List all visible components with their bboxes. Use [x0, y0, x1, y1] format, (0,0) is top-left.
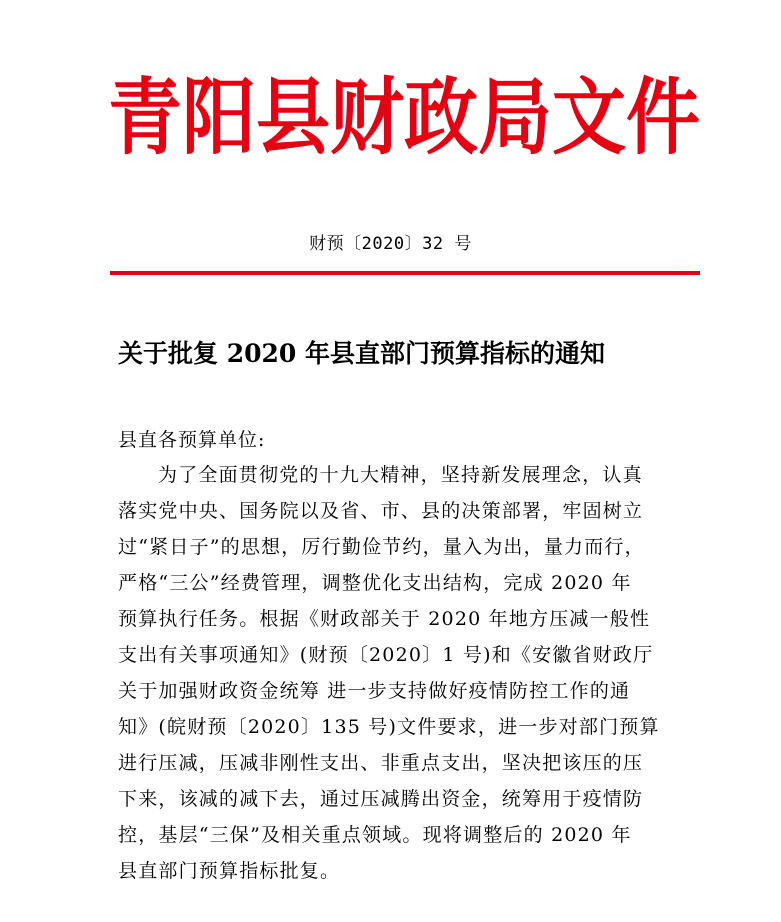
body-line: 严格“三公”经费管理，调整优化支出结构，完成 2020 年 — [118, 572, 632, 594]
salutation: 县直各预算单位: — [118, 429, 266, 451]
body-line: 进行压减，压减非刚性支出、非重点支出，坚决把该压的压 — [118, 752, 644, 774]
body-line: 过“紧日子”的思想，厉行勤俭节约，量入为出，量力而行， — [118, 536, 645, 558]
document-header-title: 青阳县财政局文件 — [108, 70, 700, 167]
body-line: 落实党中央、国务院以及省、市、县的决策部署，牢固树立 — [118, 500, 644, 522]
red-divider-line — [110, 271, 700, 275]
body-line: 县直部门预算指标批复。 — [118, 860, 341, 882]
body-text — [118, 460, 678, 892]
body-line: 预算执行任务。根据《财政部关于 2020 年地方压减一般性 — [118, 608, 651, 630]
body-line: 支出有关事项通知》(财预〔2020〕1 号)和《安徽省财政厅 — [118, 644, 654, 666]
body-line: 关于加强财政资金统筹 进一步支持做好疫情防控工作的通 — [118, 680, 631, 702]
body-line: 下来，该减的减下去，通过压减腾出资金，统筹用于疫情防 — [118, 788, 644, 810]
body-line: 知》(皖财预〔2020〕135 号)文件要求，进一步对部门预算 — [118, 716, 660, 738]
document-number: 财预〔2020〕32 号 — [309, 234, 472, 254]
body-line: 为了全面贯彻党的十九大精神，坚持新发展理念，认真 — [158, 464, 643, 486]
body-line: 控，基层“三保”及相关重点领域。现将调整后的 2020 年 — [118, 824, 632, 846]
notice-title: 关于批复 2020 年县直部门预算指标的通知 — [118, 339, 605, 368]
